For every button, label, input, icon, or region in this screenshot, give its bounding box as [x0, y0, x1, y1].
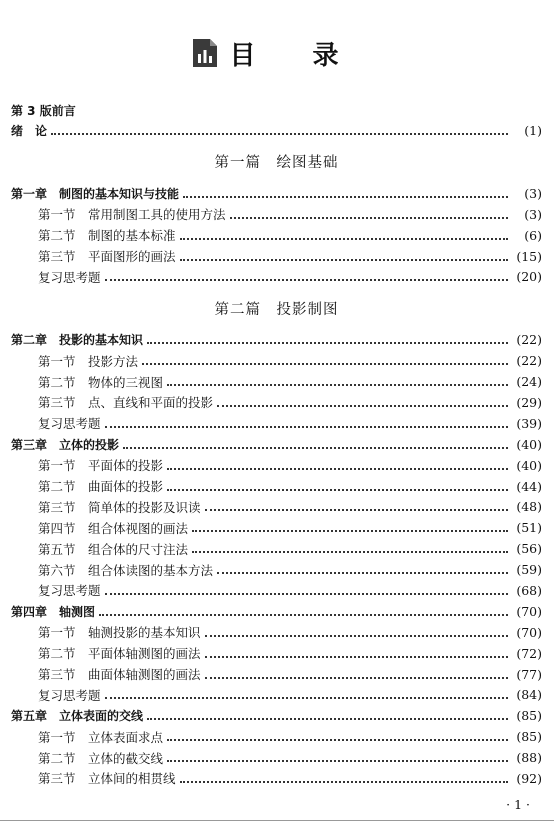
- toc-section-row[interactable]: [11, 517, 542, 538]
- toc-section-row[interactable]: [11, 768, 542, 789]
- toc-entry-label: 第五章 立体表面的交线: [11, 709, 144, 724]
- dot-leader: [217, 404, 508, 407]
- toc-section-row[interactable]: [11, 225, 542, 246]
- toc-entry-label: 第二章 投影的基本知识: [11, 333, 144, 348]
- toc-section-row[interactable]: [11, 664, 542, 685]
- toc-section-row[interactable]: [11, 476, 542, 497]
- dot-leader: [167, 383, 508, 386]
- dot-leader: [105, 592, 508, 595]
- dot-leader: [142, 362, 508, 365]
- dot-leader: [147, 341, 508, 344]
- toc-entry-page: (92): [516, 770, 542, 786]
- dot-leader: [192, 529, 508, 532]
- table-of-contents: [11, 100, 542, 789]
- toc-entry-page: (70): [516, 603, 542, 619]
- toc-entry-label: 复习思考题: [38, 583, 101, 599]
- toc-section-row[interactable]: [11, 246, 542, 267]
- dot-leader: [167, 738, 508, 741]
- toc-entry-page: (59): [516, 562, 542, 578]
- toc-section-row[interactable]: [11, 747, 542, 768]
- toc-entry-page: (44): [516, 478, 542, 494]
- toc-entry-label: 第一节 常用制图工具的使用方法: [38, 207, 226, 223]
- toc-entry-label: 第二节 物体的三视图: [38, 374, 164, 390]
- document-chart-icon: [191, 37, 219, 69]
- toc-entry-page: (39): [516, 415, 542, 431]
- part-title[interactable]: 第一篇 绘图基础: [214, 155, 339, 172]
- toc-entry-label: 第二节 平面体轴测图的画法: [38, 646, 201, 662]
- dot-leader: [183, 195, 508, 198]
- toc-entry-page: (72): [516, 645, 542, 661]
- toc-entry-label: 第六节 组合体读图的基本方法: [38, 562, 214, 578]
- dot-leader: [230, 216, 508, 219]
- toc-entry-page: (22): [516, 332, 542, 348]
- toc-entry-page: (6): [524, 227, 542, 243]
- toc-entry-page: (84): [516, 687, 542, 703]
- toc-entry-page: (24): [516, 374, 542, 390]
- toc-section-row[interactable]: [11, 413, 542, 434]
- toc-section-row[interactable]: [11, 266, 542, 287]
- page-number: · 1 ·: [506, 797, 530, 812]
- toc-entry-page: (3): [524, 206, 542, 222]
- toc-entry-label: 第一节 投影方法: [38, 353, 139, 369]
- toc-entry-label: 复习思考题: [38, 416, 101, 432]
- toc-entry-page: (48): [516, 499, 542, 515]
- toc-entry-label: 第二节 曲面体的投影: [38, 479, 164, 495]
- toc-section-row[interactable]: [11, 559, 542, 580]
- dot-leader: [105, 696, 508, 699]
- toc-intro[interactable]: [11, 120, 542, 141]
- toc-section-row[interactable]: [11, 580, 542, 601]
- dot-leader: [205, 634, 508, 637]
- toc-entry-page: (88): [516, 750, 542, 766]
- toc-section-row[interactable]: [11, 455, 542, 476]
- toc-entry-label: 第二节 制图的基本标准: [38, 228, 176, 244]
- toc-entry-label: 复习思考题: [38, 269, 101, 285]
- dot-leader: [217, 571, 508, 574]
- dot-leader: [105, 278, 508, 281]
- dot-leader: [180, 237, 508, 240]
- toc-chapter-row[interactable]: [11, 329, 542, 350]
- dot-leader: [167, 488, 508, 491]
- toc-entry-label: 第三节 简单体的投影及识读: [38, 499, 201, 515]
- toc-entry-label: 第三章 立体的投影: [11, 437, 120, 452]
- toc-preface[interactable]: 第 3 版前言: [11, 103, 76, 118]
- toc-entry-page: (70): [516, 624, 542, 640]
- dot-leader: [167, 467, 508, 470]
- toc-entry-page: (22): [516, 353, 542, 369]
- dot-leader: [99, 613, 508, 616]
- toc-entry-label: 第一节 立体表面求点: [38, 729, 164, 745]
- toc-chapter-row[interactable]: [11, 705, 542, 726]
- toc-section-row[interactable]: [11, 538, 542, 559]
- toc-entry-page: (56): [516, 541, 542, 557]
- dot-leader: [51, 132, 508, 135]
- dot-leader: [105, 425, 508, 428]
- toc-entry-page: (85): [516, 729, 542, 745]
- dot-leader: [192, 550, 508, 553]
- toc-entry-page: (68): [516, 582, 542, 598]
- toc-entry-page: (3): [524, 185, 542, 201]
- toc-entry-page: (40): [516, 436, 542, 452]
- toc-entry-label: 第一节 平面体的投影: [38, 458, 164, 474]
- dot-leader: [205, 655, 508, 658]
- toc-entry-page: (85): [516, 708, 542, 724]
- toc-section-row[interactable]: [11, 622, 542, 643]
- toc-entry-page: (15): [516, 248, 542, 264]
- toc-entry-label: 第三节 点、直线和平面的投影: [38, 395, 214, 411]
- toc-header: [0, 36, 554, 70]
- toc-entry-page: (29): [516, 394, 542, 410]
- toc-entry-label: 第一节 轴测投影的基本知识: [38, 625, 201, 641]
- toc-entry-label: 第四章 轴测图: [11, 604, 96, 619]
- toc-entry-label: 第三节 曲面体轴测图的画法: [38, 667, 201, 683]
- toc-section-row[interactable]: [11, 496, 542, 517]
- toc-chapter-row[interactable]: [11, 183, 542, 204]
- dot-leader: [147, 717, 508, 720]
- toc-section-row[interactable]: [11, 350, 542, 371]
- dot-leader: [205, 508, 508, 511]
- toc-entry-page: (20): [516, 269, 542, 285]
- toc-section-row[interactable]: [11, 392, 542, 413]
- toc-entry-page: (40): [516, 457, 542, 473]
- dot-leader: [167, 759, 508, 762]
- toc-entry-label: 第四节 组合体视图的画法: [38, 520, 189, 536]
- toc-section-row[interactable]: [11, 371, 542, 392]
- toc-entry-label: 复习思考题: [38, 687, 101, 703]
- dot-leader: [205, 676, 508, 679]
- toc-entry-page: (51): [516, 520, 542, 536]
- toc-entry-page: (1): [524, 122, 542, 138]
- page-title: 目 录: [229, 40, 363, 71]
- toc-entry-label: 第五节 组合体的尺寸注法: [38, 541, 189, 557]
- dot-leader: [123, 446, 508, 449]
- toc-entry-label: 绪 论: [11, 123, 48, 138]
- toc-section-row[interactable]: [11, 204, 542, 225]
- dot-leader: [180, 780, 508, 783]
- toc-section-row[interactable]: [11, 643, 542, 664]
- toc-entry-label: 第三节 立体间的相贯线: [38, 771, 176, 787]
- toc-entry-label: 第一章 制图的基本知识与技能: [11, 186, 180, 201]
- dot-leader: [180, 258, 508, 261]
- toc-entry-page: (77): [516, 666, 542, 682]
- toc-section-row[interactable]: [11, 726, 542, 747]
- toc-entry-label: 第二节 立体的截交线: [38, 750, 164, 766]
- toc-entry-label: 第三节 平面图形的画法: [38, 249, 176, 264]
- toc-chapter-row[interactable]: [11, 601, 542, 622]
- bottom-divider: [0, 820, 554, 821]
- toc-section-row[interactable]: [11, 684, 542, 705]
- toc-chapter-row[interactable]: [11, 434, 542, 455]
- part-title[interactable]: 第二篇 投影制图: [214, 301, 339, 318]
